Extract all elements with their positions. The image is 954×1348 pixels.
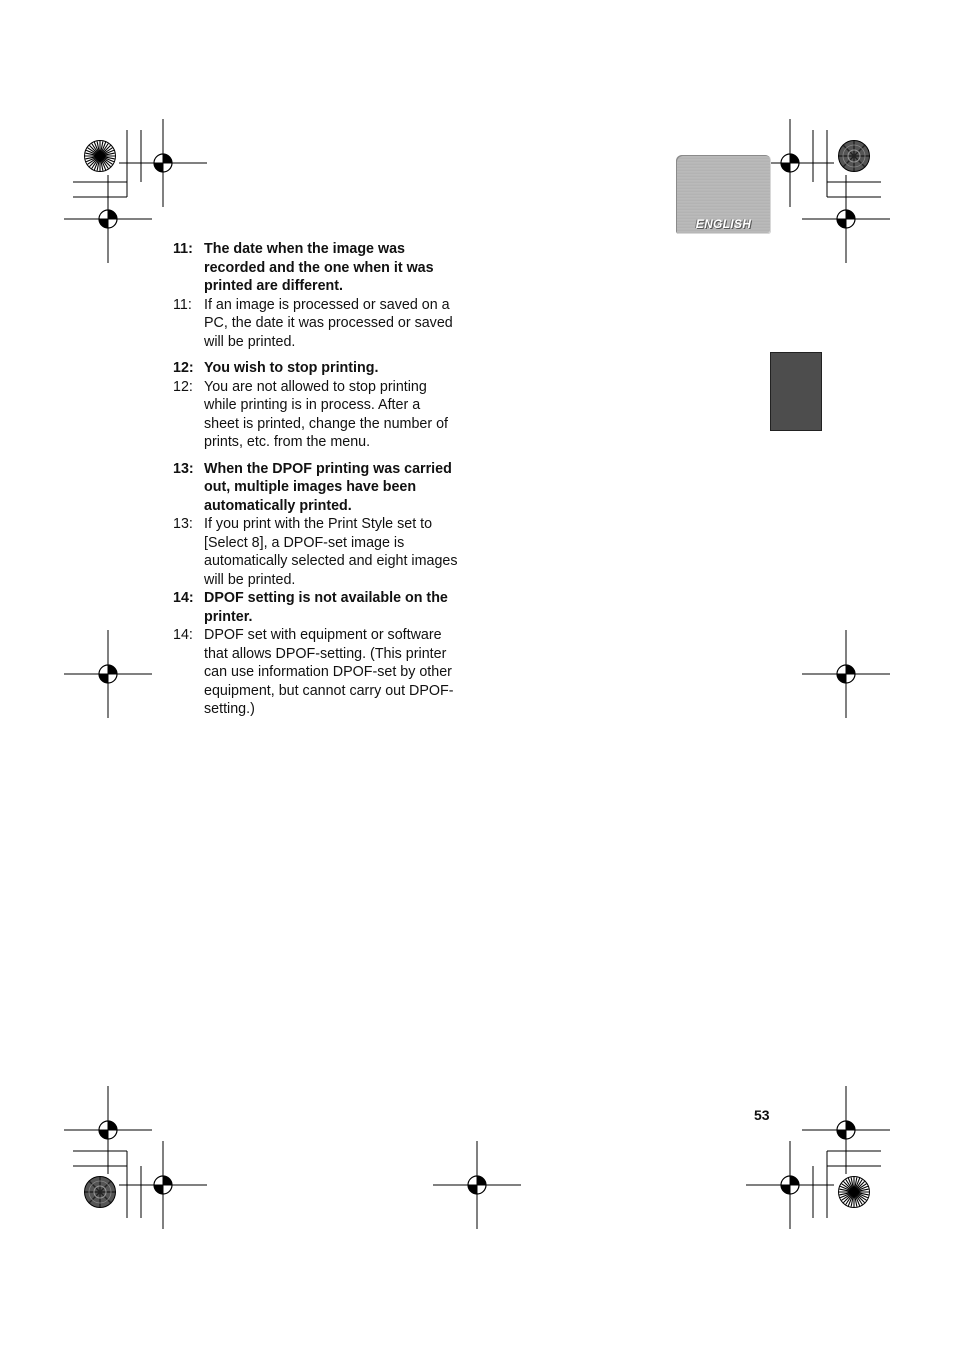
problem-item	[173, 460, 458, 516]
solution-item	[173, 378, 458, 452]
item-number: 13:	[173, 460, 194, 477]
solution-item	[173, 296, 458, 352]
page-number: 53	[754, 1107, 770, 1123]
problem-text: The date when the image was recorded and the one when it was printed are different.	[204, 241, 434, 294]
language-tab-english	[676, 155, 771, 234]
item-number: 12:	[173, 360, 194, 376]
item-number: 11:	[173, 241, 193, 257]
problem-text: You wish to stop printing.	[204, 360, 379, 376]
solution-text: If you print with the Print Style set to [Select 8], a DPOF-set image is automatically selected and eight images will be printed.	[204, 516, 458, 588]
problem-item	[173, 240, 458, 296]
problem-item	[173, 589, 458, 626]
language-tab-label: ENGLISH	[695, 217, 752, 231]
item-number: 14:	[173, 590, 194, 606]
item-number: 13:	[173, 516, 193, 532]
troubleshooting-list	[173, 240, 458, 719]
item-number: 14:	[173, 627, 193, 643]
solution-text: DPOF set with equipment or software that allows DPOF-setting. (This printer can use information DPOF-set by other equipment, but cannot carry out DPOF-setting.)	[204, 627, 454, 717]
solution-item	[173, 515, 458, 589]
solution-item	[173, 626, 458, 719]
problem-text: DPOF setting is not available on the printer.	[204, 590, 448, 625]
solution-text: If an image is processed or saved on a PC, the date it was processed or saved will be printed.	[204, 296, 453, 350]
problem-item	[173, 359, 458, 378]
problem-text: When the DPOF printing was carried out, multiple images have been automatically printed.	[204, 460, 452, 514]
item-number: 12:	[173, 378, 193, 395]
section-index-tab	[770, 352, 822, 431]
solution-text: You are not allowed to stop printing while printing is in process. After a sheet is printed, change the number of prints, etc. from the menu.	[204, 378, 448, 450]
item-number: 11:	[173, 296, 192, 313]
